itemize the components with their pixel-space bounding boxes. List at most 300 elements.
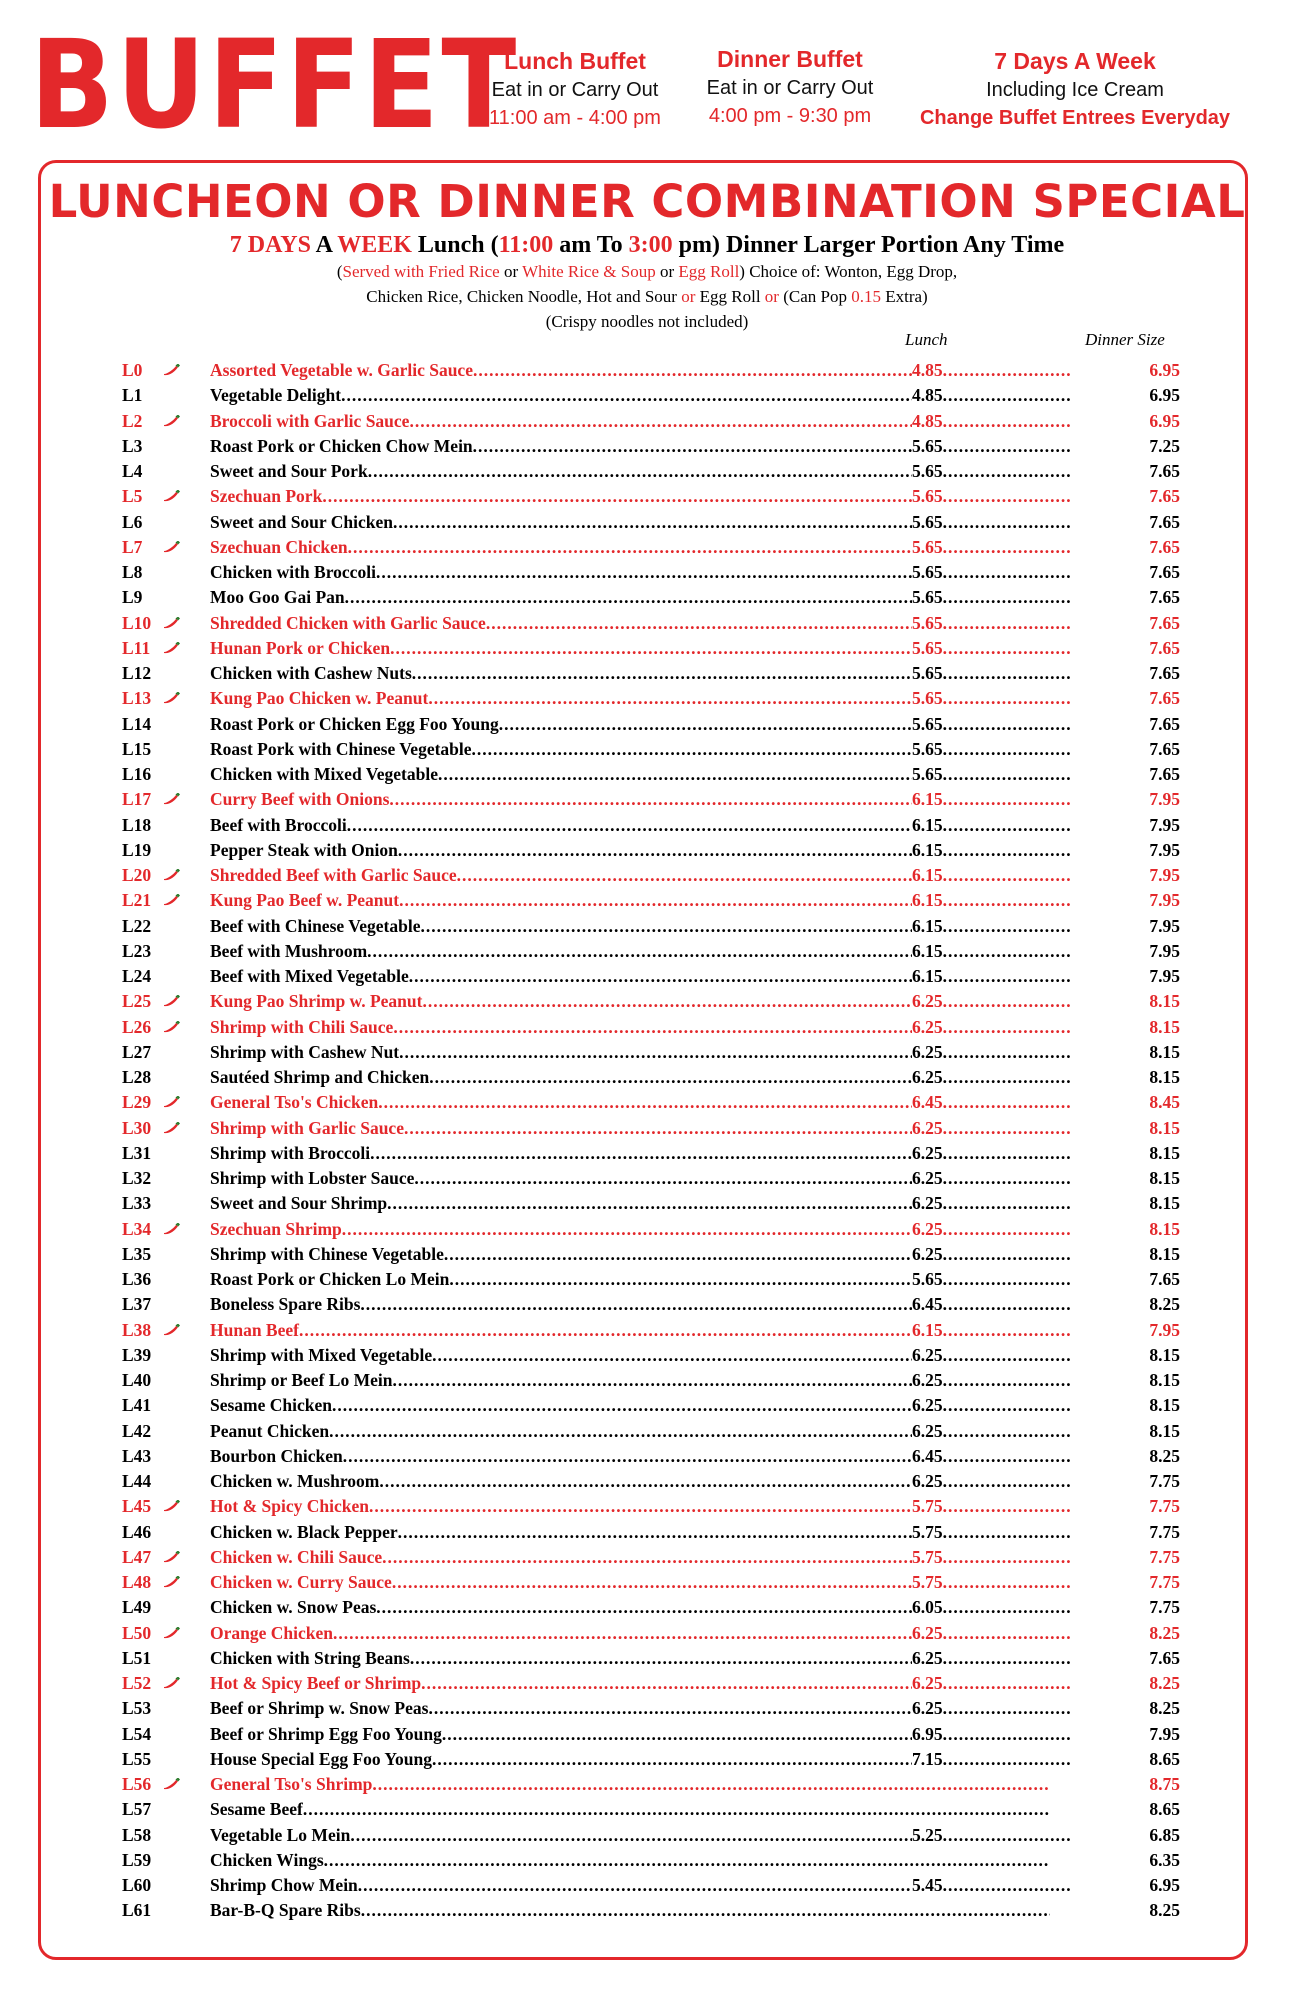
item-lunch-price [912,510,1072,535]
item-code: L0 [122,360,143,380]
item-code: L50 [122,1622,152,1643]
menu-item [122,1520,1180,1545]
item-name-text: Chicken with Mixed Vegetable [210,764,438,784]
item-dinner-price: 7.95 [1148,914,1180,939]
menu-item [122,1823,1180,1848]
item-lunch-price [912,1696,1072,1721]
lunch-price-text: 6.25 [912,1041,943,1062]
menu-item [122,1722,1180,1747]
item-name-text: Roast Pork with Chinese Vegetable [210,738,472,759]
lunch-price-text: 5.65 [912,764,943,784]
item-code: L12 [122,663,152,683]
item-lunch-price [912,1722,1072,1747]
item-name-text: Peanut Chicken [210,1420,330,1441]
item-dinner-price: 7.75 [1148,1545,1180,1570]
lunch-price-text: 5.65 [912,536,943,557]
item-name-text: Kung Pao Chicken w. Peanut [210,688,429,709]
item-name-text: Chicken w. Mushroom [210,1471,380,1491]
item-name-text: Roast Pork or Chicken Chow Mein [210,435,473,456]
lunch-buffet-title: Lunch Buffet [504,48,646,74]
item-dinner-price: 7.75 [1148,1595,1180,1620]
item-code: L54 [122,1723,152,1744]
item-lunch-price [912,712,1072,737]
can-pop-text: (Can Pop [778,287,852,306]
item-dinner-price: 6.95 [1148,358,1180,383]
item-name-text: Hot & Spicy Chicken [210,1496,369,1517]
item-name-text: Shrimp with Cashew Nut [210,1041,400,1062]
menu-item [122,1090,1180,1115]
menu-list [122,358,1180,1924]
lunch-price-text: 6.25 [912,1168,943,1188]
item-code: L56 [122,1774,152,1794]
lunch-price-text: 6.45 [912,1294,943,1315]
item-code: L21 [122,890,152,911]
item-dinner-price: 7.75 [1148,1469,1180,1494]
item-code: L23 [122,940,152,961]
item-name-text: Chicken with Broccoli [210,562,376,582]
item-lunch-price [912,1469,1072,1494]
lunch-price-text: 6.15 [912,890,943,911]
item-dinner-price: 8.65 [1148,1797,1180,1822]
chili-pepper-icon [162,888,184,913]
item-name-text: Shredded Chicken with Garlic Sauce [210,612,486,633]
to-text: am To [553,232,629,258]
item-name-text: Shrimp with Garlic Sauce [210,1117,404,1138]
item-name-text: Hunan Beef [210,1319,299,1340]
item-dinner-price: 8.15 [1148,1393,1180,1418]
item-code: L55 [122,1748,152,1769]
item-lunch-price [912,484,1072,509]
item-dinner-price: 6.95 [1148,409,1180,434]
item-dinner-price: 7.65 [1148,560,1180,585]
item-dinner-price: 7.95 [1148,1722,1180,1747]
lunch-price-text: 6.25 [912,1142,943,1163]
menu-item [122,1065,1180,1090]
week-note: Change Buffet Entrees Everyday [919,107,1231,129]
lunch-price-text: 4.85 [912,410,943,431]
item-code: L37 [122,1294,152,1315]
lunch-price-text: 6.05 [912,1597,943,1618]
item-name-text: General Tso's Shrimp [210,1774,373,1794]
item-dinner-price: 7.95 [1148,813,1180,838]
menu-item [122,838,1180,863]
item-name-text: Broccoli with Garlic Sauce [210,410,410,431]
item-name [210,1772,1050,1797]
menu-item [122,459,1180,484]
item-name-text: Assorted Vegetable w. Garlic Sauce [210,360,473,380]
menu-item [122,914,1180,939]
item-dinner-price: 7.95 [1148,1318,1180,1343]
chili-pepper-icon [162,611,184,636]
item-lunch-price [912,585,1072,610]
or-text-4: or [764,287,779,306]
item-lunch-price [912,1368,1072,1393]
item-lunch-price [912,1116,1072,1141]
item-code: L15 [122,738,152,759]
chili-pepper-icon [162,1621,184,1646]
item-dinner-price: 8.15 [1148,1217,1180,1242]
lunch-price-text: 5.65 [912,738,943,759]
menu-item [122,1772,1180,1797]
week-line: Including Ice Cream [986,79,1164,101]
item-dinner-price: 6.95 [1148,383,1180,408]
menu-item [122,1343,1180,1368]
item-dinner-price: 7.95 [1148,838,1180,863]
menu-item [122,1848,1180,1873]
item-name-text: Moo Goo Gai Pan [210,587,345,608]
lunch-price-text: 6.15 [912,865,943,885]
menu-item [122,1696,1180,1721]
special-line-2 [0,262,1294,282]
soup-options: Chicken Rice, Chicken Noodle, Hot and Sour [366,287,682,306]
item-dinner-price: 7.95 [1148,787,1180,812]
item-code: L16 [122,764,152,784]
item-lunch-price [912,611,1072,636]
item-lunch-price [912,1267,1072,1292]
menu-item [122,1545,1180,1570]
lunch-price-text: 6.25 [912,1193,943,1214]
item-dinner-price: 8.15 [1148,1419,1180,1444]
item-lunch-price [912,1343,1072,1368]
chili-pepper-icon [162,989,184,1014]
menu-item [122,888,1180,913]
menu-item [122,1040,1180,1065]
lunch-price-text: 6.25 [912,1647,943,1668]
menu-item [122,989,1180,1014]
chili-pepper-icon [162,1116,184,1141]
or-text-2: or [655,262,679,281]
item-dinner-price: 8.15 [1148,1116,1180,1141]
item-code: L49 [122,1597,152,1618]
white-rice-text: White Rice & Soup [522,262,656,281]
item-code: L61 [122,1900,152,1921]
lunch-price-text: 4.85 [912,385,943,406]
item-lunch-price [912,1191,1072,1216]
item-dinner-price: 8.25 [1148,1292,1180,1317]
item-code: L20 [122,865,152,885]
chili-pepper-icon [162,535,184,560]
menu-item [122,686,1180,711]
item-lunch-price [912,1166,1072,1191]
lunch-price-text: 5.75 [912,1521,943,1542]
lunch-price-text: 5.45 [912,1875,943,1895]
dinner-buffet-line: Eat in or Carry Out [706,77,874,99]
item-dinner-price: 7.65 [1148,510,1180,535]
item-code: L4 [122,461,143,481]
lunch-text: Lunch ( [411,232,499,258]
item-code: L46 [122,1521,152,1542]
lunch-price-text: 6.25 [912,1067,943,1087]
chili-pepper-icon [162,1545,184,1570]
item-dinner-price: 7.95 [1148,964,1180,989]
choice-text: ) Choice of: Wonton, Egg Drop, [739,262,958,281]
lunch-price-text: 6.45 [912,1445,943,1466]
lunch-price-text: 6.25 [912,1344,943,1365]
item-lunch-price [912,1141,1072,1166]
menu-item [122,434,1180,459]
lunch-price-text: 6.15 [912,966,943,986]
item-name-text: Szechuan Pork [210,486,323,507]
menu-item [122,863,1180,888]
chili-pepper-icon [162,863,184,888]
menu-item [122,1898,1180,1923]
lunch-price-text: 6.25 [912,1395,943,1416]
lunch-price-text: 6.45 [912,1092,943,1113]
item-name-text: Pepper Steak with Onion [210,839,398,860]
item-dinner-price: 8.15 [1148,1343,1180,1368]
lunch-end: 3:00 [628,232,673,258]
lunch-price-text: 5.65 [912,1269,943,1289]
item-name-text: Shrimp with Mixed Vegetable [210,1344,433,1365]
item-lunch-price [912,1015,1072,1040]
chili-pepper-icon [162,1090,184,1115]
item-name-text: Kung Pao Shrimp w. Peanut [210,991,423,1012]
item-code: L33 [122,1193,152,1214]
item-name [210,1848,1050,1873]
item-code: L36 [122,1269,152,1289]
lunch-price-text: 6.95 [912,1723,943,1744]
item-name-text: Hot & Spicy Beef or Shrimp [210,1673,422,1693]
item-name-text: Shrimp Chow Mein [210,1875,358,1895]
lunch-price-text: 5.65 [912,486,943,507]
lunch-price-text: 6.25 [912,991,943,1012]
item-name-text: Chicken w. Curry Sauce [210,1572,392,1592]
item-lunch-price [912,1873,1072,1898]
chili-pepper-icon [162,1671,184,1696]
special-line-1 [0,232,1294,259]
item-lunch-price [912,1040,1072,1065]
item-lunch-price [912,1570,1072,1595]
chili-pepper-icon [162,1217,184,1242]
buffet-logo: BUFFET [30,14,519,156]
item-dinner-price: 8.15 [1148,1065,1180,1090]
item-code: L53 [122,1698,152,1719]
chili-pepper-icon [162,1772,184,1797]
menu-item [122,535,1180,560]
menu-item [122,1368,1180,1393]
item-code: L44 [122,1471,152,1491]
lunch-buffet-hours: 11:00 am - 4:00 pm [489,107,661,129]
menu-item [122,813,1180,838]
item-dinner-price: 7.65 [1148,712,1180,737]
item-lunch-price [912,1646,1072,1671]
item-code: L25 [122,991,152,1012]
item-lunch-price [912,737,1072,762]
egg-roll-option: Egg Roll [695,287,765,306]
menu-item [122,712,1180,737]
fried-rice-text: Served with Fried Rice [342,262,500,281]
menu-item [122,611,1180,636]
menu-item [122,787,1180,812]
item-lunch-price [912,535,1072,560]
menu-item [122,510,1180,535]
lunch-price-text: 6.15 [912,839,943,860]
dinner-buffet-title: Dinner Buffet [717,46,863,72]
item-name-text: Beef with Broccoli [210,814,347,835]
chili-pepper-icon [162,409,184,434]
item-code: L8 [122,562,143,582]
menu-item [122,1469,1180,1494]
menu-item [122,1141,1180,1166]
week-info [905,46,1245,132]
lunch-price-text: 5.65 [912,511,943,532]
item-dinner-price: 7.25 [1148,434,1180,459]
item-name-text: Hunan Pork or Chicken [210,637,391,658]
item-dinner-price: 8.25 [1148,1671,1180,1696]
menu-item [122,1267,1180,1292]
item-dinner-price: 7.75 [1148,1570,1180,1595]
item-lunch-price [912,1520,1072,1545]
item-lunch-price [912,964,1072,989]
item-lunch-price [912,914,1072,939]
item-lunch-price [912,762,1072,787]
item-code: L60 [122,1875,152,1895]
lunch-price-text: 6.15 [912,1319,943,1340]
item-name-text: Shrimp with Chinese Vegetable [210,1243,444,1264]
item-name-text: Sweet and Sour Chicken [210,511,393,532]
lunch-price-text: 6.25 [912,1420,943,1441]
item-name-text: Kung Pao Beef w. Peanut [210,890,400,911]
item-code: L52 [122,1673,152,1693]
item-code: L22 [122,915,152,936]
can-pop-price: 0.15 [851,287,881,306]
lunch-price-text: 6.25 [912,1673,943,1693]
item-name-text: Shrimp with Broccoli [210,1142,371,1163]
item-code: L26 [122,1016,152,1037]
item-lunch-price [912,636,1072,661]
item-dinner-price: 8.45 [1148,1090,1180,1115]
menu-item [122,1646,1180,1671]
chili-pepper-icon [162,636,184,661]
item-lunch-price [912,1621,1072,1646]
lunch-price-text: 6.25 [912,1698,943,1719]
item-dinner-price: 8.15 [1148,1141,1180,1166]
item-code: L39 [122,1344,152,1365]
item-dinner-price: 8.15 [1148,1040,1180,1065]
menu-item [122,585,1180,610]
lunch-price-text: 6.25 [912,1016,943,1037]
item-dinner-price: 8.15 [1148,989,1180,1014]
item-name-text: Curry Beef with Onions [210,789,390,810]
item-lunch-price [912,1419,1072,1444]
item-dinner-price: 7.65 [1148,535,1180,560]
item-lunch-price [912,1595,1072,1620]
item-dinner-price: 7.65 [1148,1646,1180,1671]
chili-pepper-icon [162,1494,184,1519]
item-name-text: Chicken w. Black Pepper [210,1521,398,1542]
item-code: L43 [122,1445,152,1466]
menu-item [122,1116,1180,1141]
item-code: L29 [122,1092,152,1113]
item-lunch-price [912,989,1072,1014]
days-text: 7 DAYS [229,232,311,258]
item-code: L3 [122,435,143,456]
item-lunch-price [912,1747,1072,1772]
item-name-text: Sesame Beef [210,1799,303,1820]
item-code: L19 [122,839,152,860]
item-name [210,1898,1050,1923]
menu-item [122,358,1180,383]
item-code: L5 [122,486,143,507]
item-code: L45 [122,1496,152,1517]
menu-item [122,964,1180,989]
item-lunch-price [912,939,1072,964]
lunch-buffet-info [470,46,680,132]
item-code: L48 [122,1572,152,1592]
item-code: L17 [122,789,152,810]
item-dinner-price: 7.65 [1148,636,1180,661]
menu-item [122,1747,1180,1772]
item-name-text: Chicken with Cashew Nuts [210,663,412,683]
menu-item [122,1873,1180,1898]
item-lunch-price [912,358,1072,383]
item-name-text: Sautéed Shrimp and Chicken [210,1067,430,1087]
lunch-price-text: 5.25 [912,1824,943,1845]
item-name [210,1797,1050,1822]
lunch-price-text: 5.65 [912,587,943,608]
item-dinner-price: 7.95 [1148,863,1180,888]
lunch-price-text: 6.25 [912,1622,943,1643]
item-dinner-price: 7.65 [1148,611,1180,636]
item-code: L7 [122,536,143,557]
menu-item [122,939,1180,964]
lunch-price-text: 6.25 [912,1471,943,1491]
item-code: L11 [122,637,151,658]
paren-open: ( [336,262,343,281]
lunch-price-text: 5.65 [912,562,943,582]
menu-item [122,1217,1180,1242]
item-dinner-price: 7.65 [1148,459,1180,484]
lunch-price-text: 6.25 [912,1117,943,1138]
menu-item [122,1166,1180,1191]
item-code: L59 [122,1849,152,1870]
item-code: L31 [122,1142,152,1163]
item-dinner-price: 7.65 [1148,686,1180,711]
menu-item [122,636,1180,661]
item-dinner-price: 6.95 [1148,1873,1180,1898]
special-line-4: (Crispy noodles not included) [545,312,749,331]
item-dinner-price: 7.65 [1148,1267,1180,1292]
lunch-price-text: 6.15 [912,789,943,810]
item-name-text: Beef with Chinese Vegetable [210,915,421,936]
item-dinner-price: 6.35 [1148,1848,1180,1873]
item-dinner-price: 8.15 [1148,1368,1180,1393]
lunch-price-text: 6.25 [912,1243,943,1264]
item-name-text: Boneless Spare Ribs [210,1294,361,1315]
item-code: L57 [122,1799,152,1820]
item-name-text: Beef or Shrimp Egg Foo Young [210,1723,442,1744]
item-name-text: House Special Egg Foo Young [210,1748,433,1769]
menu-item [122,1444,1180,1469]
lunch-price-text: 6.15 [912,814,943,835]
chili-pepper-icon [162,1570,184,1595]
item-dinner-price: 8.25 [1148,1696,1180,1721]
item-dinner-price: 7.65 [1148,484,1180,509]
chili-pepper-icon [162,484,184,509]
item-dinner-price: 8.25 [1148,1621,1180,1646]
item-name-text: Roast Pork or Chicken Lo Mein [210,1269,450,1289]
week-text: WEEK [337,232,412,258]
item-lunch-price [912,888,1072,913]
lunch-price-text: 5.65 [912,663,943,683]
chili-pepper-icon [162,1015,184,1040]
menu-item [122,1797,1180,1822]
item-name-text: Vegetable Lo Mein [210,1824,351,1845]
dinner-buffet-info [690,44,890,130]
item-dinner-price: 7.65 [1148,585,1180,610]
item-code: L10 [122,612,152,633]
item-lunch-price [912,686,1072,711]
